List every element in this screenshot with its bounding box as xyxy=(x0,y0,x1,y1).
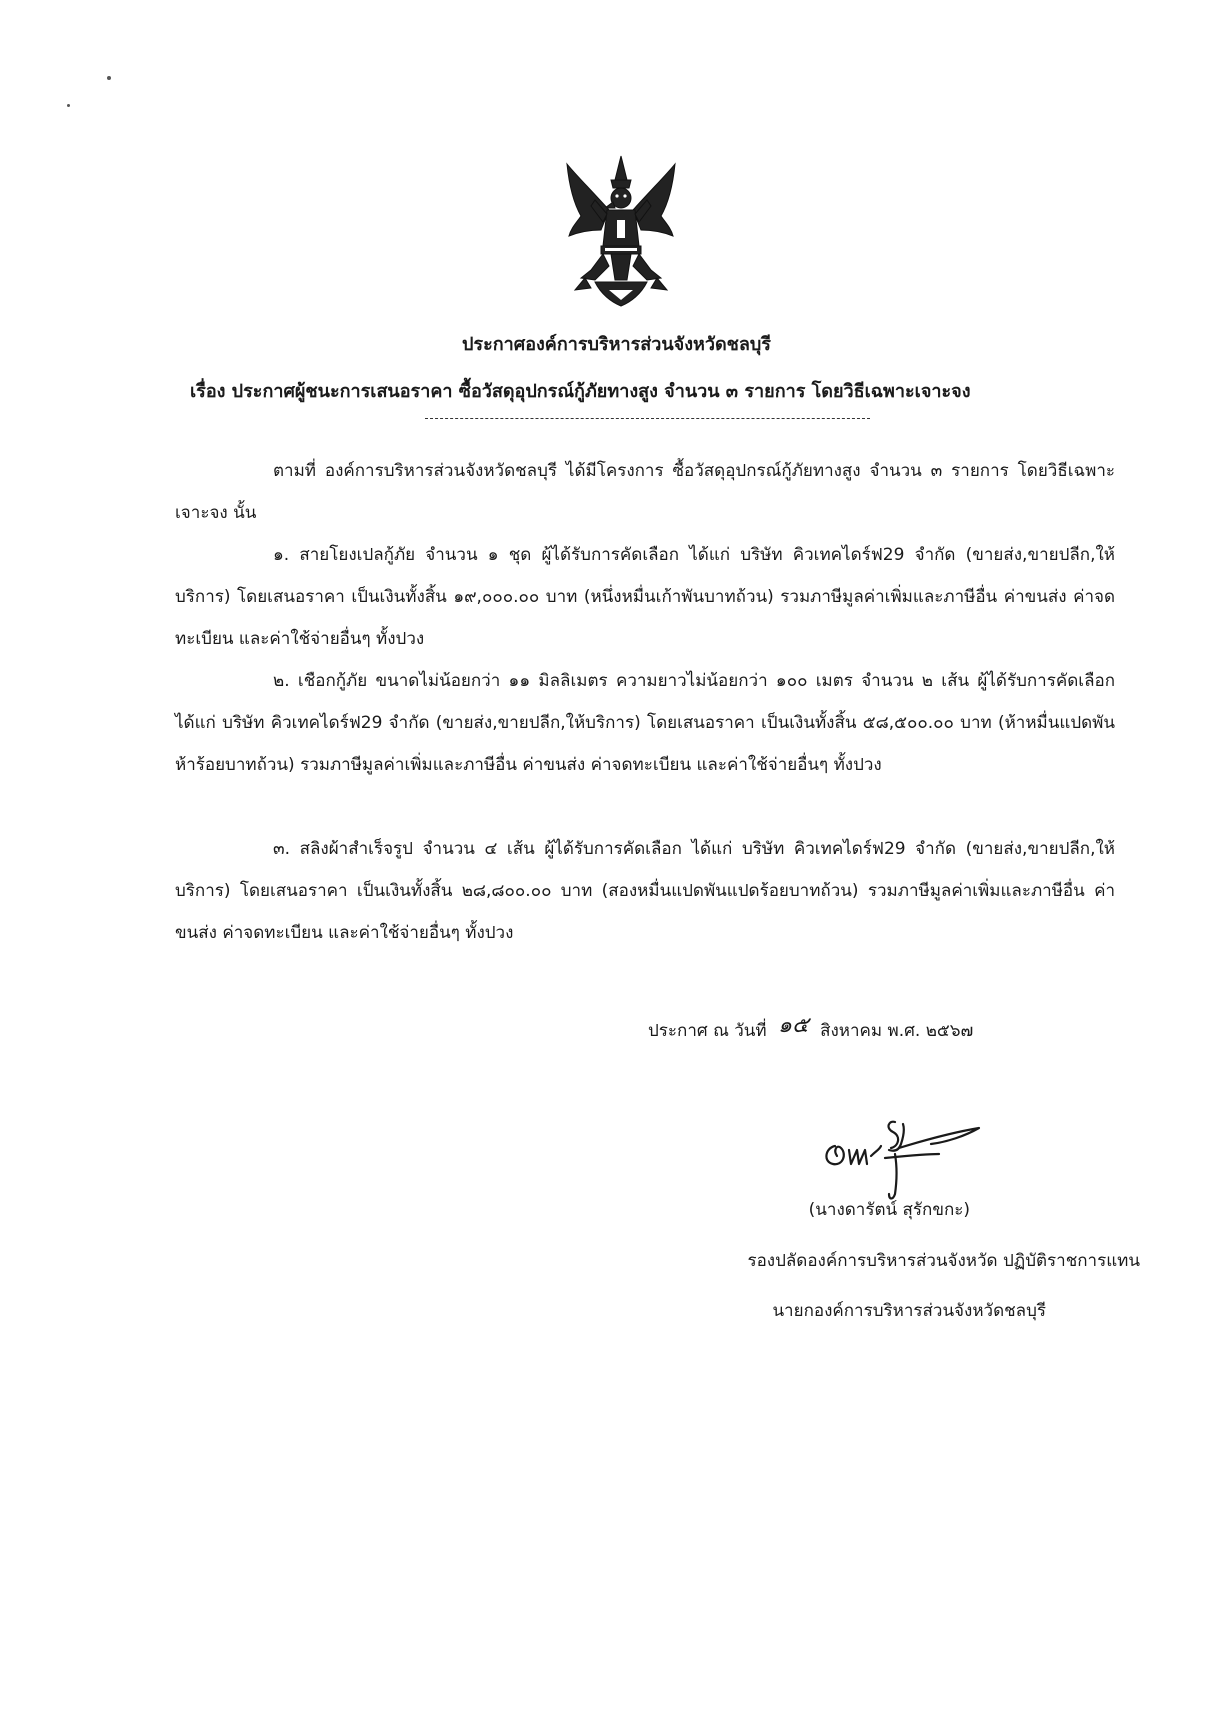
date-suffix: สิงหาคม พ.ศ. ๒๕๖๗ xyxy=(820,1021,974,1041)
intro-text: ตามที่ องค์การบริหารส่วนจังหวัดชลบุรี ได้มีโครงการ ซื้อวัสดุอุปกรณ์กู้ภัยทางสูง จำนวน ๓ รายการ โดยวิธีเฉพาะเจาะจง นั้น xyxy=(175,461,1115,523)
award-item-text: ๒. เชือกกู้ภัย ขนาดไม่น้อยกว่า ๑๑ มิลลิเมตร ความยาวไม่น้อยกว่า ๑๐๐ เมตร จำนวน ๒ เส้น ผู้ได้รับการคัดเลือก ได้แก่ บริษัท คิวเทคไดร์ฟ29 จำกัด (ขายส่ง,ขายปลีก,ให้บริการ) โดยเสนอราคา เป็นเงินทั้งสิ้น ๕๘,๕๐๐.๐๐ บาท (ห้าหมื่นแปดพันห้าร้อยบาทถ้วน) รวมภาษีมูลค่าเพิ่มและภาษีอื่น ค่าขนส่ง ค่าจดทะเบียน และค่าใช้จ่ายอื่นๆ ทั้งปวง xyxy=(175,671,1115,775)
signatory-name: (นางดารัตน์ สุรักขกะ) xyxy=(808,1200,970,1220)
announcement-date xyxy=(648,1010,973,1051)
scan-speck xyxy=(107,76,111,80)
award-item xyxy=(175,660,1115,786)
award-item-text: ๑. สายโยงเปลกู้ภัย จำนวน ๑ ชุด ผู้ได้รับการคัดเลือก ได้แก่ บริษัท คิวเทคไดร์ฟ29 จำกัด (ขายส่ง,ขายปลีก,ให้บริการ) โดยเสนอราคา เป็นเงินทั้งสิ้น ๑๙,๐๐๐.๐๐ บาท (หนึ่งหมื่นเก้าพันบาทถ้วน) รวมภาษีมูลค่าเพิ่มและภาษีอื่น ค่าขนส่ง ค่าจดทะเบียน และค่าใช้จ่ายอื่นๆ ทั้งปวง xyxy=(175,545,1115,649)
signatory-position-line1: รองปลัดองค์การบริหารส่วนจังหวัด ปฏิบัติราชการแทน xyxy=(747,1251,1140,1271)
award-item xyxy=(175,534,1115,660)
announcement-title: ประกาศองค์การบริหารส่วนจังหวัดชลบุรี xyxy=(462,334,771,355)
announcement-subject: เรื่อง ประกาศผู้ชนะการเสนอราคา ซื้อวัสดุอุปกรณ์กู้ภัยทางสูง จำนวน ๓ รายการ โดยวิธีเฉพาะเจาะจง xyxy=(190,381,971,402)
date-prefix: ประกาศ ณ วันที่ xyxy=(648,1021,767,1041)
signatory-position-line2: นายกองค์การบริหารส่วนจังหวัดชลบุรี xyxy=(772,1301,1046,1321)
award-item-text: ๓. สลิงผ้าสำเร็จรูป จำนวน ๔ เส้น ผู้ได้รับการคัดเลือก ได้แก่ บริษัท คิวเทคไดร์ฟ29 จำกัด (ขายส่ง,ขายปลีก,ให้บริการ) โดยเสนอราคา เป็นเงินทั้งสิ้น ๒๘,๘๐๐.๐๐ บาท (สองหมื่นแปดพันแปดร้อยบาทถ้วน) รวมภาษีมูลค่าเพิ่มและภาษีอื่น ค่าขนส่ง ค่าจดทะเบียน และค่าใช้จ่ายอื่นๆ ทั้งปวง xyxy=(175,839,1115,943)
award-item xyxy=(175,828,1115,954)
scan-speck xyxy=(67,104,70,107)
garuda-emblem-icon xyxy=(561,150,681,310)
title-divider xyxy=(425,418,870,419)
intro-paragraph xyxy=(175,450,1115,534)
date-day: ๑๕ xyxy=(778,1013,809,1038)
